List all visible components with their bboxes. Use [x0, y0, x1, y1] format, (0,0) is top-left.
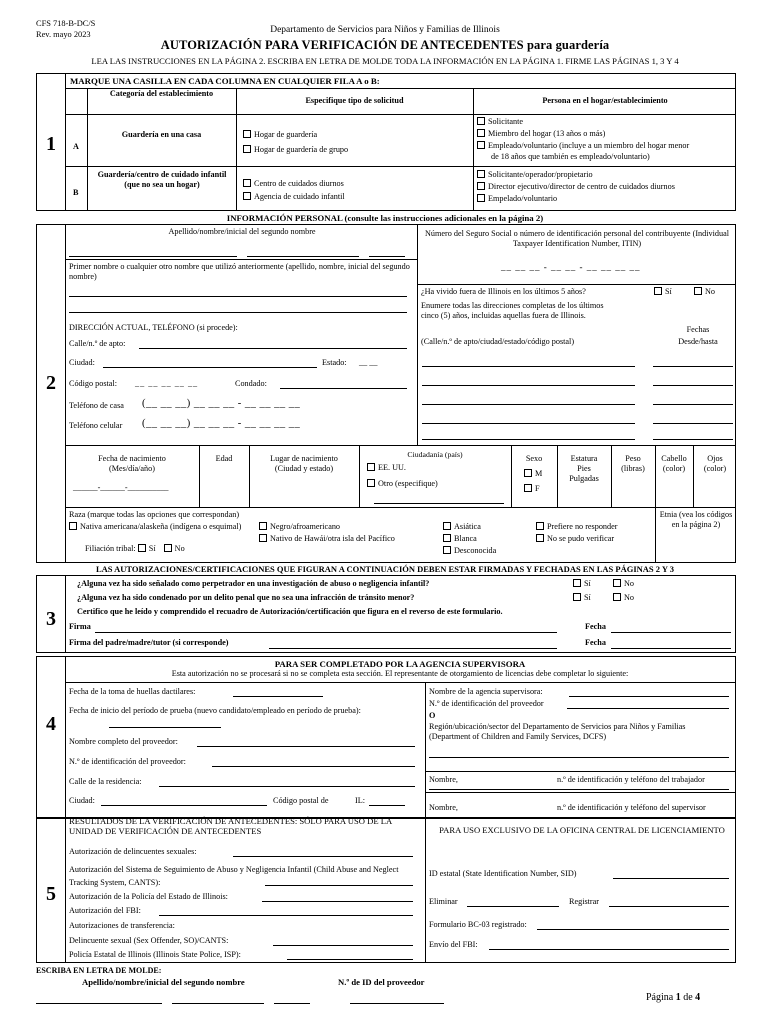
- row-b-letter: B: [73, 188, 79, 197]
- lived-outside-label: ¿Ha vivido fuera de Illinois en los últimos 5 años?: [421, 287, 586, 296]
- agency-name-label: Nombre de la agencia supervisora:: [429, 687, 543, 696]
- print-label: ESCRIBA EN LETRA DE MOLDE:: [36, 966, 162, 975]
- state-label: Estado:: [322, 358, 347, 367]
- address-history-1[interactable]: [422, 366, 635, 367]
- transfer-label: Autorizaciones de transferencia:: [69, 921, 175, 930]
- address-history-4[interactable]: [422, 423, 635, 424]
- sex-offender-label: Autorización de delincuentes sexuales:: [69, 847, 197, 856]
- guardian-signature-field[interactable]: [269, 648, 557, 649]
- q2-no[interactable]: No: [613, 593, 634, 603]
- fbi-label: Autorización del FBI:: [69, 906, 141, 915]
- sid-field[interactable]: [613, 878, 729, 879]
- home-phone-label: Teléfono de casa: [69, 401, 124, 410]
- checkbox[interactable]: [573, 593, 581, 601]
- bc03-field[interactable]: [537, 929, 729, 930]
- section-heading: MARQUE UNA CASILLA EN CADA COLUMNA EN CUALQUIER FILA A o B:: [70, 76, 380, 86]
- hair-label: Cabello: [661, 454, 687, 463]
- checkbox[interactable]: [477, 194, 485, 202]
- or-label: O: [429, 711, 436, 720]
- checkbox[interactable]: [443, 546, 451, 554]
- department-name: Departamento de Servicios para Niños y Familias de Illinois: [270, 25, 500, 35]
- zip-field[interactable]: [369, 805, 405, 806]
- county-field[interactable]: [280, 388, 407, 389]
- checkbox[interactable]: [367, 479, 375, 487]
- name-label: Apellido/nombre/inicial del segundo nombre: [168, 227, 316, 236]
- so-cants-field[interactable]: [273, 945, 413, 946]
- other-names-label: Primer nombre o cualquier otro nombre que utilizó anteriormente (apellido, nombre, inicial del segundo nombre): [69, 262, 410, 281]
- checkbox[interactable]: [536, 534, 544, 542]
- lived-yes[interactable]: Sí: [654, 287, 672, 297]
- zip-label: Código postal de: [273, 796, 329, 805]
- section-2: [36, 224, 736, 563]
- weight-sublabel: (libras): [621, 464, 645, 473]
- supervisor-name-label: Nombre,: [429, 803, 458, 812]
- delete-field[interactable]: [467, 906, 559, 907]
- option-director[interactable]: Director ejecutivo/director de centro de cuidados diurnos: [477, 182, 675, 192]
- col-category-header: Categoría del establecimiento: [109, 89, 214, 98]
- city-field[interactable]: [103, 367, 317, 368]
- pob-sublabel: (Ciudad y estado): [274, 464, 334, 473]
- sex-m[interactable]: M: [524, 469, 542, 479]
- checkbox[interactable]: [164, 544, 172, 552]
- signature-label: Firma: [69, 622, 91, 631]
- agency-provider-id-label: N.º de identificación del proveedor: [429, 699, 544, 708]
- citizenship-other-field[interactable]: [374, 503, 504, 504]
- address-history-3[interactable]: [422, 404, 635, 405]
- race-unverified[interactable]: No se pudo verificar: [536, 534, 614, 544]
- section-3: [36, 575, 736, 653]
- form-number: CFS 718-B-DC/S: [36, 19, 96, 28]
- checkbox[interactable]: [138, 544, 146, 552]
- ethnicity-label: Etnia (vea los códigos en la página 2): [659, 510, 733, 529]
- dob-field[interactable]: ______-______-__________: [73, 483, 169, 492]
- lived-no[interactable]: No: [694, 287, 715, 297]
- bc03-label: Formulario BC-03 registrado:: [429, 920, 527, 929]
- section-number: 1: [46, 133, 56, 155]
- checkbox[interactable]: [243, 179, 251, 187]
- section-number: 4: [46, 713, 56, 735]
- fingerprint-label: Fecha de la toma de huellas dactilares:: [69, 687, 196, 696]
- addresses-sublabel: (Calle/n.º de apto/ciudad/estado/código postal): [421, 337, 575, 346]
- provider-id-label: N.º de identificación del proveedor:: [69, 757, 186, 766]
- col-person-header: Persona en el hogar/establecimiento: [542, 96, 668, 105]
- question-convicted: ¿Alguna vez ha sido condenado por un delito penal que no sea una infracción de tránsito menor?: [77, 593, 415, 602]
- footer-middle-initial-field[interactable]: [274, 1003, 310, 1004]
- dates-sublabel: Desde/hasta: [678, 337, 718, 346]
- citizenship-other[interactable]: Otro (especifique): [367, 479, 438, 489]
- addresses-label: Enumere todas las direcciones completas de los últimos cinco (5) años, incluidas aquellas fuera de Illinois.: [421, 301, 604, 320]
- option-centro-diurno[interactable]: Centro de cuidados diurnos: [243, 179, 344, 189]
- date-history-2[interactable]: [653, 385, 733, 386]
- sex-offender-field[interactable]: [233, 856, 413, 857]
- office-title: PARA USO EXCLUSIVO DE LA OFICINA CENTRAL DE LICENCIAMIENTO: [439, 825, 725, 835]
- q1-no[interactable]: No: [613, 579, 634, 589]
- date-history-1[interactable]: [653, 366, 733, 367]
- checkbox[interactable]: [243, 145, 251, 153]
- section-number: 3: [46, 608, 56, 630]
- results-title: RESULTADOS DE LA VERIFICACIÓN DE ANTECEDENTES: SÓLO PARA USO DE LA UNIDAD DE VERIFICACIÓN DE ANTECEDENTES: [69, 816, 392, 837]
- row-a-letter: A: [73, 142, 79, 151]
- option-empleado-a[interactable]: Empleado/voluntario (incluye a un miembro del hogar menor: [477, 141, 689, 151]
- checkbox[interactable]: [243, 192, 251, 200]
- guardian-date-field[interactable]: [611, 648, 731, 649]
- checkbox[interactable]: [613, 593, 621, 601]
- worker-field[interactable]: [429, 789, 729, 790]
- form-instructions: LEA LAS INSTRUCCIONES EN LA PÁGINA 2. ESCRIBA EN LETRA DE MOLDE TODA LA INFORMACIÓN EN LA PÁGINA 1. FIRME LAS PÁGINAS 1, 3 Y 4: [91, 56, 679, 66]
- home-phone-field[interactable]: (__ __ __) __ __ __ - __ __ __ __: [142, 398, 301, 409]
- region-field[interactable]: [429, 757, 729, 758]
- county-label: Condado:: [235, 379, 267, 388]
- form-title: AUTORIZACIÓN PARA VERIFICACIÓN DE ANTECEDENTES para guardería: [160, 38, 610, 52]
- residence-label: Calle de la residencia:: [69, 777, 142, 786]
- section-4-notice: Esta autorización no se procesará si no se completa esta sección. El representante de otorgamiento de licencias debe completar lo siguiente:: [171, 669, 629, 678]
- register-label: Registrar: [569, 897, 600, 906]
- register-field[interactable]: [609, 906, 729, 907]
- footer-last-name-field[interactable]: [36, 1003, 162, 1004]
- checkbox[interactable]: [524, 469, 532, 477]
- page-number: Página 1 de 4: [646, 992, 701, 1003]
- race-native[interactable]: Nativa americana/alaskeña (indígena o esquimal): [69, 522, 241, 532]
- guardian-signature-label: Firma del padre/madre/tutor (si corresponde): [69, 638, 229, 647]
- supervisor-id-label: n.º de identificación y teléfono del supervisor: [557, 803, 706, 812]
- fingerprint-field[interactable]: [233, 696, 323, 697]
- option-solicitante-a[interactable]: Solicitante: [477, 117, 523, 127]
- city-label: Ciudad:: [69, 796, 95, 805]
- address-history-2[interactable]: [422, 385, 635, 386]
- sid-label: ID estatal (State Identification Number, SID): [429, 869, 577, 878]
- hair-sublabel: (color): [662, 464, 686, 473]
- street-field[interactable]: [139, 348, 407, 349]
- signature-date-field[interactable]: [611, 632, 731, 633]
- fbi-sent-field[interactable]: [489, 949, 729, 950]
- checkbox[interactable]: [443, 534, 451, 542]
- last-name-field[interactable]: [69, 256, 237, 257]
- checkbox[interactable]: [654, 287, 662, 295]
- agency-provider-id-field[interactable]: [567, 708, 729, 709]
- checkbox[interactable]: [259, 534, 267, 542]
- fbi-field[interactable]: [159, 915, 413, 916]
- section-4: [36, 656, 736, 818]
- footer-provider-id-label: N.º de ID del proveedor: [338, 977, 425, 987]
- residence-field[interactable]: [159, 786, 415, 787]
- pob-label: Lugar de nacimiento: [270, 454, 338, 463]
- race-unknown[interactable]: Desconocida: [443, 546, 496, 556]
- footer-provider-id-field[interactable]: [350, 1003, 444, 1004]
- option-miembro-hogar[interactable]: Miembro del hogar (13 años o más): [477, 129, 605, 139]
- fbi-sent-label: Envío del FBI:: [429, 940, 478, 949]
- section-5: [36, 818, 736, 963]
- revision-date: Rev. mayo 2023: [36, 29, 91, 39]
- so-cants-label: Delincuente sexual (Sex Offender, SO)/CANTS:: [69, 936, 229, 945]
- citizenship-label: Ciudadanía (país): [407, 450, 463, 459]
- eyes-sublabel: (color): [703, 464, 727, 473]
- checkbox[interactable]: [367, 463, 375, 471]
- section-4-band: PARA SER COMPLETADO POR LA AGENCIA SUPERVISORA: [274, 659, 526, 669]
- cants-label: Autorización del Sistema de Seguimiento de Abuso y Negligencia Infantil (Child Abuse and Neglect Tracking System, CANTS):: [69, 865, 399, 887]
- worker-id-label: n.º de identificación y teléfono del trabajador: [557, 775, 705, 784]
- height-label: Estatura: [570, 454, 598, 463]
- isp-transfer-field[interactable]: [287, 959, 413, 960]
- section-3-band: LAS AUTORIZACIONES/CERTIFICACIONES QUE FIGURAN A CONTINUACIÓN DEBEN ESTAR FIRMADAS Y FECHADAS EN LAS PÁGINAS 2 Y 3: [95, 564, 675, 574]
- section-number: 2: [46, 372, 56, 394]
- street-label: Calle/n.º de apto:: [69, 339, 126, 348]
- checkbox[interactable]: [573, 579, 581, 587]
- provider-name-field[interactable]: [197, 746, 415, 747]
- checkbox[interactable]: [477, 141, 485, 149]
- race-no-answer[interactable]: Prefiere no responder: [536, 522, 617, 532]
- race-hawaiian[interactable]: Nativo de Hawái/otra isla del Pacífico: [259, 534, 395, 544]
- col-request-header: Especifique tipo de solicitud: [305, 96, 404, 105]
- isp-label: Autorización de la Policía del Estado de Illinois:: [69, 892, 228, 901]
- checkbox[interactable]: [477, 170, 485, 178]
- zip-label: Código postal:: [69, 379, 117, 388]
- checkbox[interactable]: [477, 117, 485, 125]
- guardian-date-label: Fecha: [585, 638, 606, 647]
- probation-label: Fecha de inicio del período de prueba (nuevo candidato/empleado en período de prueba):: [69, 706, 361, 715]
- checkbox[interactable]: [536, 522, 544, 530]
- race-black[interactable]: Negro/afroamericano: [259, 522, 340, 532]
- address-history-5[interactable]: [422, 439, 635, 440]
- isp-field[interactable]: [262, 901, 413, 902]
- state-field[interactable]: __ __: [359, 358, 378, 367]
- option-solicitante-b[interactable]: Solicitante/operador/propietario: [477, 170, 593, 180]
- race-label: Raza (marque todas las opciones que correspondan): [69, 510, 240, 519]
- ssn-label: Número del Seguro Social o número de identificación personal del contribuyente (Individual Taxpayer Identification Number, ITIN): [425, 229, 729, 248]
- ssn-field[interactable]: __ __ __ - __ __ - __ __ __ __: [501, 262, 641, 272]
- option-agencia-cuidado[interactable]: Agencia de cuidado infantil: [243, 192, 345, 202]
- option-hogar-guarderia[interactable]: Hogar de guardería: [243, 130, 317, 140]
- signature-field[interactable]: [95, 632, 557, 633]
- other-names-field-1[interactable]: [69, 296, 407, 297]
- section-1: [36, 73, 736, 211]
- checkbox[interactable]: [259, 522, 267, 530]
- checkbox[interactable]: [524, 484, 532, 492]
- middle-initial-field[interactable]: [369, 256, 405, 257]
- region-label: Región/ubicación/sector del Departamento de Servicios para Niños y Familias (Department of Children and Family Services, DCFS): [429, 722, 686, 741]
- cell-phone-label: Teléfono celular: [69, 421, 123, 430]
- footer-name-label: Apellido/nombre/inicial del segundo nombre: [82, 977, 245, 987]
- race-white[interactable]: Blanca: [443, 534, 477, 544]
- worker-name-label: Nombre,: [429, 775, 458, 784]
- first-name-field[interactable]: [247, 256, 359, 257]
- row-a-category: Guardería en una casa: [121, 130, 202, 139]
- delete-label: Eliminar: [429, 897, 458, 906]
- date-history-4[interactable]: [653, 423, 733, 424]
- q2-yes[interactable]: Sí: [573, 593, 591, 603]
- dob-label: Fecha de nacimiento: [98, 454, 166, 463]
- option-empleado-b[interactable]: Empelado/voluntario: [477, 194, 557, 204]
- date-history-3[interactable]: [653, 404, 733, 405]
- dates-label: Fechas: [686, 325, 710, 334]
- sex-label: Sexo: [525, 454, 543, 463]
- row-b-category: Guardería/centro de cuidado infantil (que no sea un hogar): [97, 170, 227, 189]
- tribal-affiliation: Filiación tribal: Sí No: [85, 544, 185, 553]
- cants-field[interactable]: [265, 885, 413, 886]
- checkbox[interactable]: [694, 287, 702, 295]
- age-label: Edad: [215, 454, 233, 463]
- cell-phone-field[interactable]: (__ __ __) __ __ __ - __ __ __ __: [142, 418, 301, 429]
- current-address-label: DIRECCIÓN ACTUAL, TELÉFONO (si procede):: [69, 323, 238, 332]
- probation-field[interactable]: [109, 727, 221, 728]
- question-perpetrator: ¿Alguna vez ha sido señalado como perpetrador en una investigación de abuso o negligencia infantil?: [77, 579, 430, 588]
- zip-field[interactable]: __ __ __ __ __: [135, 379, 199, 388]
- checkbox[interactable]: [243, 130, 251, 138]
- city-field[interactable]: [101, 805, 267, 806]
- checkbox[interactable]: [443, 522, 451, 530]
- checkbox[interactable]: [69, 522, 77, 530]
- zip-state: IL:: [355, 796, 366, 805]
- race-asian[interactable]: Asiática: [443, 522, 481, 532]
- checkbox[interactable]: [477, 129, 485, 137]
- weight-label: Peso: [625, 454, 641, 463]
- certification-text: Certifico que he leído y comprendido el recuadro de Autorización/certificación que figura en el reverso de este formulario.: [77, 607, 503, 616]
- other-names-field-2[interactable]: [69, 312, 407, 313]
- citizenship-us[interactable]: EE. UU.: [367, 463, 406, 473]
- provider-name-label: Nombre completo del proveedor:: [69, 737, 178, 746]
- date-history-5[interactable]: [653, 439, 733, 440]
- footer-first-name-field[interactable]: [172, 1003, 264, 1004]
- eyes-label: Ojos: [707, 454, 723, 463]
- agency-name-field[interactable]: [569, 696, 729, 697]
- city-label: Ciudad:: [69, 358, 95, 367]
- provider-id-field[interactable]: [212, 766, 415, 767]
- option-hogar-grupo[interactable]: Hogar de guardería de grupo: [243, 145, 348, 155]
- sex-f[interactable]: F: [524, 484, 540, 494]
- isp-transfer-label: Policía Estatal de Illinois (Illinois State Police, ISP):: [69, 950, 241, 959]
- section-2-band: INFORMACIÓN PERSONAL (consulte las instrucciones adicionales en la página 2): [226, 213, 544, 223]
- option-empleado-a-cont: de 18 años que también es empleado/voluntario): [491, 152, 650, 161]
- section-number: 5: [46, 883, 56, 905]
- height-sublabel: Pies Pulgadas: [569, 464, 599, 483]
- checkbox[interactable]: [613, 579, 621, 587]
- checkbox[interactable]: [477, 182, 485, 190]
- signature-date-label: Fecha: [585, 622, 606, 631]
- q1-yes[interactable]: Sí: [573, 579, 591, 589]
- dob-sublabel: (Mes/día/año): [109, 464, 155, 473]
